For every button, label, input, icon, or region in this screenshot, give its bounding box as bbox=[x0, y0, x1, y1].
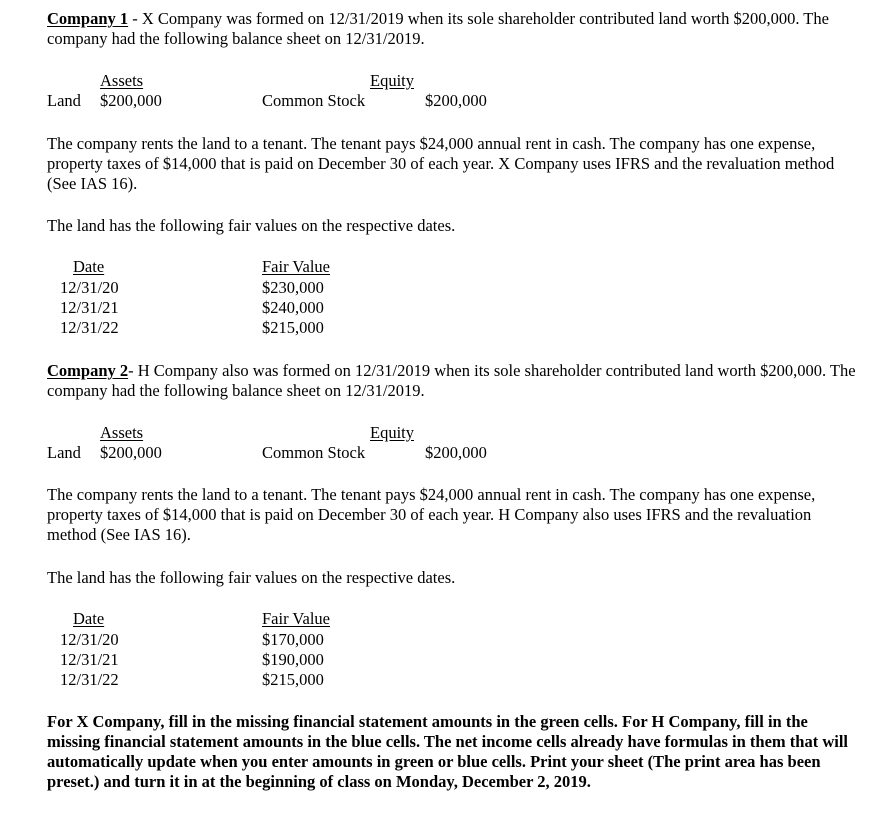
company1-row-value: $240,000 bbox=[262, 298, 324, 317]
company2-rent-paragraph: The company rents the land to a tenant. The tenant pays $24,000 annual rent in cash. The company has one expense, property taxes of $14,000 that is paid on December 30 of each year. H Company also uses IFRS and the revaluation method (See IAS 16). bbox=[47, 485, 816, 544]
company1-equity-label: Common Stock bbox=[262, 91, 366, 110]
company2-row-value: $190,000 bbox=[262, 650, 324, 669]
company1-assets-header: Assets bbox=[100, 71, 144, 90]
company2-row-value: $215,000 bbox=[262, 670, 324, 689]
company1-asset-value: $200,000 bbox=[100, 91, 162, 110]
company2-assets-header: Assets bbox=[100, 423, 144, 442]
company1-row-date: 12/31/22 bbox=[60, 318, 119, 337]
company1-equity-value: $200,000 bbox=[425, 91, 487, 110]
company2-heading: Company 2 bbox=[47, 361, 129, 380]
company1-row-value: $215,000 bbox=[262, 318, 324, 337]
company1-intro-text: - X Company was formed on 12/31/2019 when its sole shareholder contributed land worth $200,000. The company had the following balance sheet on 12/31/2019. bbox=[47, 9, 829, 48]
company2-asset-value: $200,000 bbox=[100, 443, 162, 462]
company1-row-date: 12/31/20 bbox=[60, 278, 119, 297]
company2-row-value: $170,000 bbox=[262, 630, 324, 649]
company1-value-header: Fair Value bbox=[262, 257, 330, 276]
company1-intro-paragraph bbox=[47, 9, 857, 49]
company2-intro-paragraph bbox=[47, 361, 857, 401]
company1-heading: Company 1 bbox=[47, 9, 129, 28]
company1-asset-label: Land bbox=[47, 91, 81, 110]
company2-row-date: 12/31/21 bbox=[60, 650, 119, 669]
company2-value-header: Fair Value bbox=[262, 609, 330, 628]
company2-equity-header: Equity bbox=[370, 423, 414, 442]
company2-date-header: Date bbox=[73, 609, 105, 628]
company1-row-value: $230,000 bbox=[262, 278, 324, 297]
company2-equity-label: Common Stock bbox=[262, 443, 366, 462]
company1-equity-header: Equity bbox=[370, 71, 414, 90]
company2-asset-label: Land bbox=[47, 443, 81, 462]
instructions-paragraph: For X Company, fill in the missing financial statement amounts in the green cells. For H Company, fill in the missing financial statement amounts in the blue cells. The net income cells already have formulas in them that will automatically update when you enter amounts in green or blue cells. Print your sheet (The print area has been preset.) and turn it in at the beginning of class on Monday, December 2, 2019. bbox=[47, 712, 848, 791]
company1-date-header: Date bbox=[73, 257, 105, 276]
company2-intro-text: - H Company also was formed on 12/31/2019 when its sole shareholder contributed land worth $200,000. The company had the following balance sheet on 12/31/2019. bbox=[47, 361, 856, 400]
company1-fair-value-intro: The land has the following fair values on the respective dates. bbox=[47, 216, 456, 235]
company1-row-date: 12/31/21 bbox=[60, 298, 119, 317]
company2-fair-value-intro: The land has the following fair values on the respective dates. bbox=[47, 568, 456, 587]
company2-row-date: 12/31/20 bbox=[60, 630, 119, 649]
company1-rent-paragraph: The company rents the land to a tenant. The tenant pays $24,000 annual rent in cash. The company has one expense, property taxes of $14,000 that is paid on December 30 of each year. X Company uses IFRS and the revaluation method (See IAS 16). bbox=[47, 134, 835, 193]
company2-row-date: 12/31/22 bbox=[60, 670, 119, 689]
company2-equity-value: $200,000 bbox=[425, 443, 487, 462]
